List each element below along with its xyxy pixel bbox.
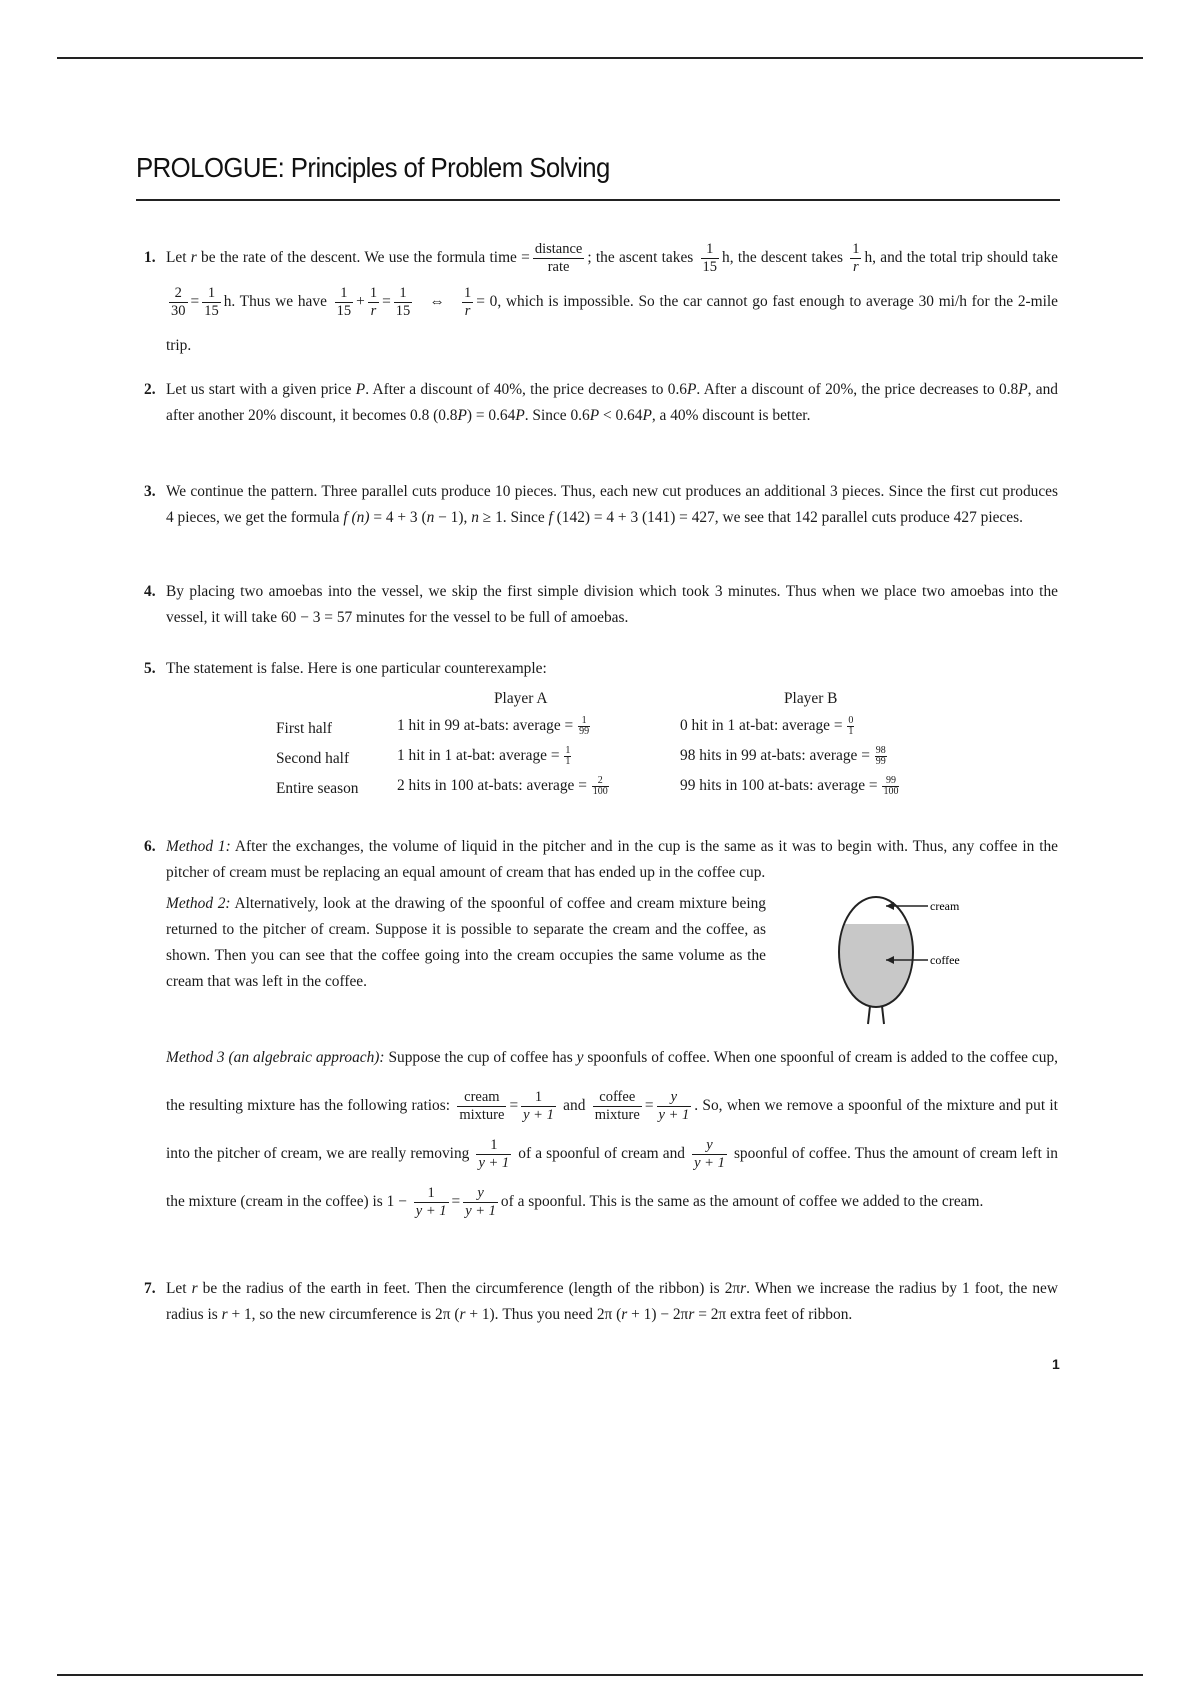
fraction: $\frac{1}{15}$ — [702, 241, 718, 275]
problem-6-method-1: 6. Method 1: After the exchanges, the volume of liquid in the pitcher and in the cup is the same as it was to begin with. Thus, any coffee in the pitcher of cream must be replacing an equal amount of cream that has ended up in the coffee cup. — [166, 834, 1058, 886]
spoon-figure — [836, 890, 1016, 1030]
cream-label: cream — [930, 899, 960, 913]
table-header-player-b: Player B — [784, 690, 838, 707]
problem-1: 1. Let r be the rate of the descent. We use the formula time = $\frac{\text{distance}}{\text{rate}}$ ; the ascent takes $\frac{1}{15}$ h, the descent takes $\frac{1}{r}$ h, and the total trip should take $\frac{2}{30}$ = $\frac{1}{15}$ h. Thus we have $\frac{1}{15}$ + $\frac{1}{r}$ = $\frac{1}{15}$ ⇔ $\frac{1}{r}$ = 0, which is impossible. So the car cannot go fast enough to average 30 mi/h for the 2-mile trip. — [166, 236, 1058, 368]
page-number: 1 — [1052, 1356, 1060, 1372]
fraction: $\frac{1}{15}$ — [204, 285, 219, 319]
problem-number: 6. — [144, 838, 156, 855]
problem-7: 7. Let r be the radius of the earth in feet. Then the circumference (length of the ribbon) is 2πr. When we increase the radius by 1 foot, the new radius is r + 1, so the new circumference is 2π (r + 1). Thus you need 2π (r + 1) − 2πr = 2π extra feet of ribbon. — [166, 1276, 1058, 1328]
problem-3: 3. We continue the pattern. Three parallel cuts produce 10 pieces. Thus, each new cut produces an additional 3 pieces. Since the first cut produces 4 pieces, we get the formula f (n) = 4 + 3 (n − 1), n ≥ 1. Since f (142) = 4 + 3 (141) = 427, we see that 142 parallel cuts produce 427 pieces. — [166, 479, 1058, 531]
fraction: $\frac{2}{30}$ — [171, 285, 186, 319]
coffee-label: coffee — [930, 953, 960, 967]
top-rule — [57, 57, 1143, 59]
problem-number: 7. — [144, 1280, 156, 1297]
problem-number: 2. — [144, 381, 156, 398]
problem-number: 1. — [144, 249, 156, 266]
title-underline — [136, 199, 1060, 201]
fraction: $\frac{1}{r}$ — [852, 241, 860, 275]
problem-number: 5. — [144, 660, 156, 677]
table-header-player-a: Player A — [494, 690, 548, 707]
problem-2: 2. Let us start with a given price P. After a discount of 40%, the price decreases to 0.6P. After a discount of 20%, the price decreases to 0.8P, and after another 20% discount, it becomes 0.8 (0.8P) = 0.64P. Since 0.6P < 0.64P, a 40% discount is better. — [166, 377, 1058, 429]
fraction: $\frac{1}{r}$ — [369, 285, 378, 319]
problem-5: 5. The statement is false. Here is one particular counterexample: — [166, 656, 1058, 682]
coffee-region — [836, 924, 916, 1014]
fraction: $\frac{\text{distance}}{\text{rate}}$ — [534, 241, 583, 275]
arrow-head-icon — [886, 902, 894, 910]
problem-number: 3. — [144, 483, 156, 500]
problem-number: 4. — [144, 583, 156, 600]
spoon-handle — [868, 1006, 884, 1024]
page-title: PROLOGUE: Principles of Problem Solving — [136, 152, 610, 183]
fraction: $\frac{1}{r}$ — [464, 285, 472, 319]
problem-4: 4. By placing two amoebas into the vessel, we skip the first simple division which took 3 minutes. Thus when we place two amoebas into the vessel, it will take 60 − 3 = 57 minutes for the vessel to be full of amoebas. — [166, 579, 1058, 631]
fraction: $\frac{1}{15}$ — [395, 285, 411, 319]
problem-6-method-3: Method 3 (an algebraic approach): Suppose the cup of coffee has y spoonfuls of coffee. When one spoonful of cream is added to the coffee cup, the resulting mixture has the following ratios: $\frac{\text{cream}}{\text{mixture}}$ = $\frac{1}{y + 1}$ and $\frac{\text{coffee}}{\text{mixture}}$ = $\frac{y}{y + 1}$ . So, when we remove a spoonful of the mixture and put it into the pitcher of cream, we are really removing $\frac{1}{y + 1}$ of a spoonful of cream and $\frac{y}{y + 1}$ spoonful of coffee. Thus the amount of cream left in the mixture (cream in the coffee) is 1 − $\frac{1}{y + 1}$ = $\frac{y}{y + 1}$ of a spoonful. This is the same as the amount of coffee we added to the cream. — [166, 1049, 1058, 1219]
fraction: $\frac{1}{15}$ — [336, 285, 352, 319]
problem-6-method-2: Method 2: Alternatively, look at the drawing of the spoonful of coffee and cream mixture being returned to the pitcher of cream. Suppose it is possible to separate the cream and the coffee, as shown. Then you can see that the coffee going into the cream occupies the same volume as the cream that was left in the coffee. — [166, 895, 766, 990]
bottom-rule — [57, 1674, 1143, 1676]
